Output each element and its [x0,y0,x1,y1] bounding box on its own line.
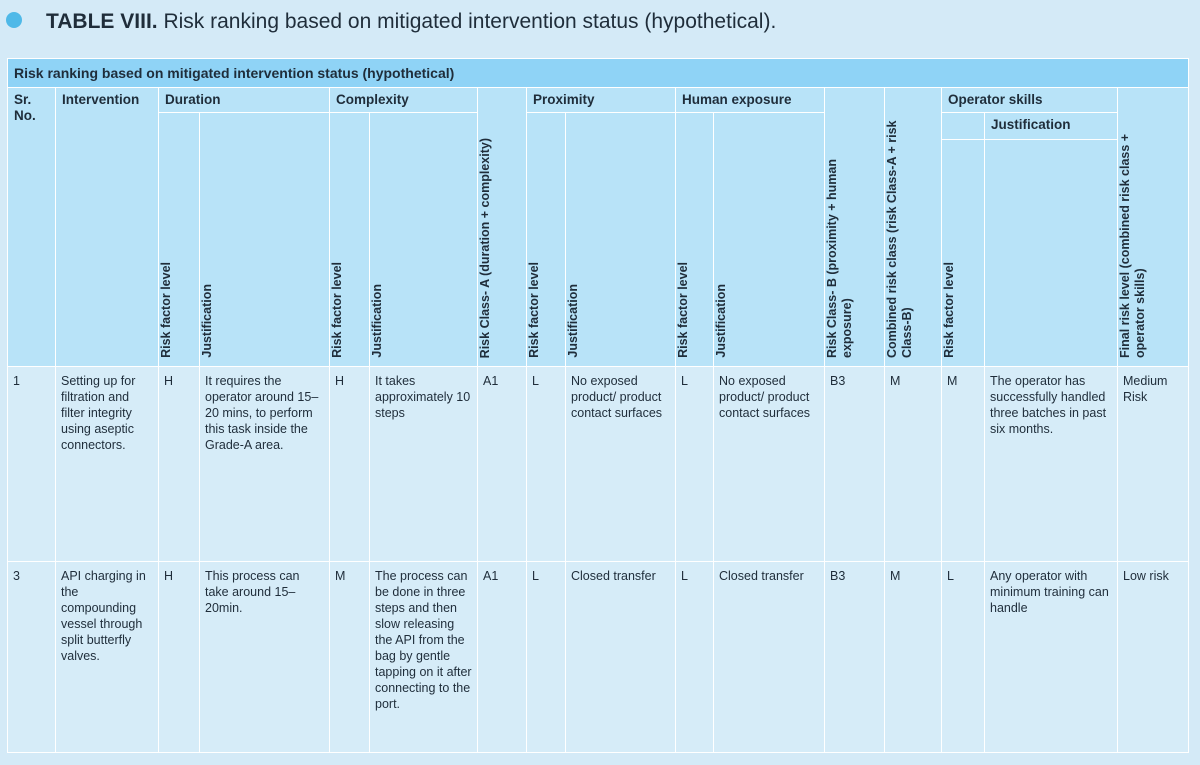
header-risk-class-a-text: Risk Class- A (duration + complexity) [478,137,492,358]
cell-proximity-justification: Closed transfer [566,562,676,753]
header-exposure-level [676,113,714,367]
cell-final-risk: Medium Risk [1118,367,1189,562]
cell-skills-level: M [942,367,985,562]
cell-exposure-level: L [676,562,714,753]
table-caption [0,0,1200,50]
header-risk-class-b-text: Risk Class- B (proximity + human exposure) [825,158,854,358]
header-exposure-level-text: Risk factor level [676,262,690,358]
header-proximity-justification [566,113,676,367]
cell-skills-justification: The operator has successfully handled three batches in past six months. [985,367,1118,562]
header-combined-risk-text: Combined risk class (risk Class-A + risk Class-B) [885,120,914,358]
header-exposure-justification [714,113,825,367]
cell-combined-risk: M [885,367,942,562]
header-sr-no: Sr. No. [8,88,56,367]
risk-table-container [7,58,1188,753]
cell-intervention: API charging in the compounding vessel through split butterfly valves. [56,562,159,753]
cell-risk-class-a: A1 [478,562,527,753]
header-complexity-level [330,113,370,367]
cell-exposure-justification: Closed transfer [714,562,825,753]
header-duration-justification [200,113,330,367]
cell-skills-justification: Any operator with minimum training can handle [985,562,1118,753]
cell-complexity-level: H [330,367,370,562]
header-complexity-justification [370,113,478,367]
header-risk-class-b [825,88,885,367]
header-proximity-justification-text: Justification [566,284,580,358]
table-row [8,562,1189,753]
caption-label: TABLE VIII. [46,10,158,33]
cell-duration-level: H [159,562,200,753]
header-proximity: Proximity [527,88,676,113]
header-risk-class-a [478,88,527,367]
cell-proximity-level: L [527,562,566,753]
header-final-risk-text: Final risk level (combined risk class + operator skills) [1118,133,1147,358]
cell-duration-justification: It requires the operator around 15–20 mins, to perform this task inside the Grade-A area. [200,367,330,562]
header-combined-risk [885,88,942,367]
cell-proximity-level: L [527,367,566,562]
cell-duration-justification: This process can take around 15–20min. [200,562,330,753]
cell-risk-class-b: B3 [825,562,885,753]
header-skills-level-text: Risk factor level [942,262,956,358]
header-proximity-level [527,113,566,367]
header-duration-level-text: Risk factor level [159,262,173,358]
cell-complexity-justification: It takes approximately 10 steps [370,367,478,562]
cell-exposure-justification: No exposed product/ product contact surfaces [714,367,825,562]
header-duration-level [159,113,200,367]
table-title: Risk ranking based on mitigated intervention status (hypothetical) [8,59,1189,88]
header-complexity: Complexity [330,88,478,113]
cell-sr: 3 [8,562,56,753]
caption-title: Risk ranking based on mitigated intervention status (hypothetical). [157,10,777,33]
cell-risk-class-a: A1 [478,367,527,562]
cell-combined-risk: M [885,562,942,753]
cell-sr: 1 [8,367,56,562]
header-human-exposure: Human exposure [676,88,825,113]
header-duration: Duration [159,88,330,113]
cell-exposure-level: L [676,367,714,562]
cell-duration-level: H [159,367,200,562]
header-skills-just-spacer [985,140,1118,367]
header-complexity-level-text: Risk factor level [330,262,344,358]
header-proximity-level-text: Risk factor level [527,262,541,358]
caption-text [46,10,776,34]
header-intervention: Intervention [56,88,159,367]
risk-ranking-table [7,58,1189,753]
header-skills-level [942,140,985,367]
cell-proximity-justification: No exposed product/ product contact surfaces [566,367,676,562]
cell-risk-class-b: B3 [825,367,885,562]
cell-complexity-justification: The process can be done in three steps and then slow releasing the API from the bag by gentle tapping on it after connecting to the port. [370,562,478,753]
header-exposure-justification-text: Justification [714,284,728,358]
header-skills-justification: Justification [985,113,1118,140]
header-complexity-justification-text: Justification [370,284,384,358]
cell-final-risk: Low risk [1118,562,1189,753]
table-row [8,367,1189,562]
cell-skills-level: L [942,562,985,753]
bullet-dot-icon [6,12,22,28]
cell-complexity-level: M [330,562,370,753]
header-skills-spacer [942,113,985,140]
header-final-risk [1118,88,1189,367]
header-operator-skills: Operator skills [942,88,1118,113]
header-duration-justification-text: Justification [200,284,214,358]
cell-intervention: Setting up for filtration and filter integrity using aseptic connectors. [56,367,159,562]
